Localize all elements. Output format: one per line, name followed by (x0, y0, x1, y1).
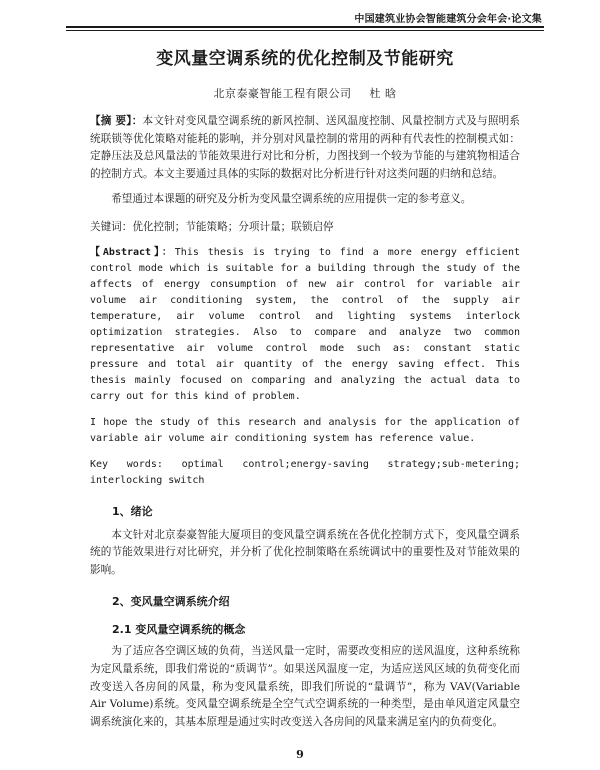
abstract-en-text: This thesis is trying to find a more energy efficient control mode which is suitable for a building through the study of the affects of energy consumption of new air control for variable air volume air conditioning system, the control of the supply air temperature, air volume control and lighting systems interlock optimization strategies. Also to compare and analyze two common representative air volume control mode such as: constant static pressure and total air quantity of the energy saving effect. This thesis mainly focused on comparing and analyzing the actual data to carry out for this kind of problem. (90, 246, 520, 402)
keywords-en-term: strategy;sub-metering; (387, 458, 520, 470)
hope-paragraph-cn: 希望通过本课题的研究及分析为变风量空调系统的应用提供一定的参考意义。 (111, 193, 472, 206)
author-name: 杜 晗 (369, 87, 397, 100)
running-header: 中国建筑业协会智能建筑分会年会·论文集 (354, 14, 542, 25)
keywords-cn-text: 优化控制；节能策略；分项计量；联锁启停 (132, 220, 334, 233)
keywords-en (90, 457, 520, 489)
section-2-1-heading: 2.1 变风量空调系统的概念 (112, 623, 246, 637)
keywords-en-term: words: (126, 458, 163, 470)
abstract-en-label: 【Abstract】： (90, 246, 175, 258)
keywords-cn-label: 关键词： (90, 220, 133, 233)
abstract-en (90, 245, 520, 405)
header-rule-thick (66, 26, 544, 28)
author-affiliation: 北京泰豪智能工程有限公司 (213, 87, 352, 100)
keywords-en-line2: interlocking switch (90, 474, 205, 486)
article-body (90, 36, 520, 731)
page-number: 9 (296, 748, 304, 761)
keywords-en-term: optimal (181, 458, 224, 470)
paper-title: 变风量空调系统的优化控制及节能研究 (156, 49, 454, 69)
keywords-cn (90, 219, 520, 237)
header-rule-thin (66, 30, 544, 31)
hope-paragraph-en: I hope the study of this research and analysis for the application of variable air volume air conditioning system has reference value. (90, 416, 520, 444)
author-line (90, 85, 520, 101)
section-1-text: 本文针对北京泰豪智能大厦项目的变风量空调系统在各优化控制方式下，变风量空调系统的节能效果进行对比研究，并分析了优化控制策略在系统调试中的重要性及对节能效果的影响。 (90, 528, 520, 576)
section-2-1-text: 为了适应各空调区域的负荷，当送风量一定时，需要改变相应的送风温度，这种系统称为定风量系统，即我们常说的“质调节”。如果送风温度一定，为适应送风区域的负荷变化而改变送入各房间的风量，称为变风量系统，即我们所说的“量调节”，称为 VAV(Variable Air Volume)系统。变风量空调系统是全空气式空调系统的一种类型，是由单风道定风量空调系统演化来的，其基本原理是通过实时改变送入各房间的风量来满足室内的负荷变化。 (90, 645, 520, 728)
keywords-en-term: control;energy-saving (242, 458, 369, 470)
abstract-cn (90, 113, 520, 183)
keywords-en-line1 (90, 457, 520, 473)
keywords-en-term: Key (90, 458, 109, 470)
section-1-heading: 1、绪论 (112, 504, 153, 518)
section-2-heading: 2、变风量空调系统介绍 (112, 595, 230, 609)
abstract-cn-text: 本文针对变风量空调系统的新风控制、送风温度控制、风量控制方式及与照明系统联锁等优化策略对能耗的影响，并分别对风量控制的常用的两种有代表性的控制模式如：定静压法及总风量法的节能效果进行对比和分析，力图找到一个较为节能的与建筑物相适合的控制方式。本文主要通过具体的实际的数据对比分析进行针对这类问题的归纳和总结。 (90, 115, 521, 180)
abstract-cn-label: 【摘 要】： (90, 115, 143, 127)
